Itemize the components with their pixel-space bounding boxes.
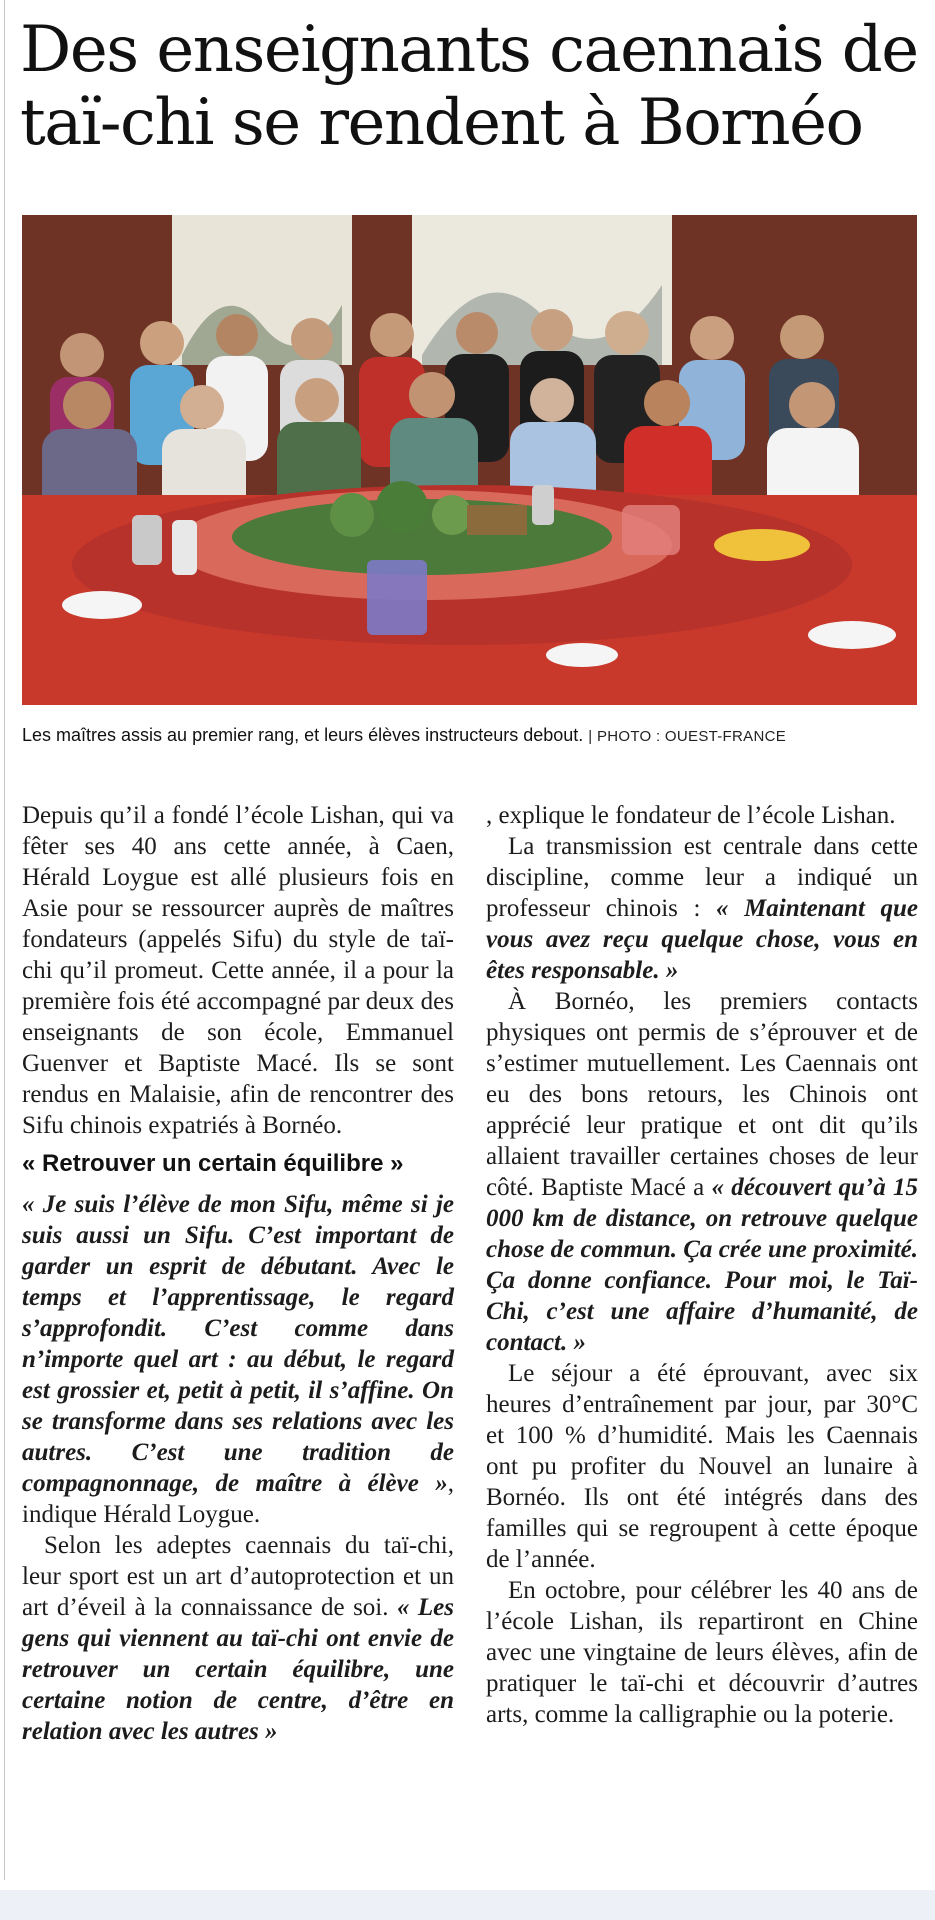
paragraph-intro: Depuis qu’il a fondé l’école Lishan, qui va fêter ses 40 ans cette année, à Caen, Hérald Loygue est allé plusieurs fois en Asie pour se ressourcer auprès de maîtres fondateurs (appelés Sifu) du style de taï-chi qu’il promeut. Cette année, il a pour la première fois été accompagné par deux des enseignants de son école, Emmanuel Guenver et Baptiste Macé. Ils se sont rendus en Malaisie, afin de rencontrer des Sifu chinois expatriés à Bornéo. bbox=[22, 802, 454, 1139]
article-column-left bbox=[22, 800, 454, 1747]
article-subheading: « Retrouver un certain équilibre » bbox=[22, 1150, 404, 1177]
adeptes-text: Selon les adeptes caennais du taï-chi, leur sport est un art d’autoprotection et un art d’éveil à la connaissance de soi. bbox=[22, 1532, 454, 1621]
paragraph-sejour: Le séjour a été éprouvant, avec six heures d’entraînement par jour, par 30°C et 100 % d’humidité. Mais les Caennais ont pu profiter du Nouvel an lunaire à Bornéo. Ils ont été intégrés dans des familles qui se regroupent à cette époque de l’année. bbox=[486, 1360, 918, 1573]
paragraph-octobre: En octobre, pour célébrer les 40 ans de l’école Lishan, ils repartiront en Chine avec une vingtaine de leurs élèves, afin de pratiquer le taï-chi et découvrir d’autres arts, comme la calligraphie ou la poterie. bbox=[486, 1577, 918, 1728]
sifu-quote: « Je suis l’élève de mon Sifu, même si je suis aussi un Sifu. C’est important de garder un esprit de débutant. Avec le temps et l’apprentissage, le regard s’approfondit. C’est comme dans n’importe quel art : au début, le regard est grossier et, petit à petit, il s’affine. On se transforme dans ses relations avec les autres. C’est une tradition de compagnonnage, de maître à élève » bbox=[22, 1191, 454, 1497]
article-column-right bbox=[486, 800, 918, 1730]
photo-credit: | PHOTO : OUEST-FRANCE bbox=[588, 728, 787, 745]
baptiste-quote: « découvert qu’à 15 000 km de distance, on retrouve quelque chose de commun. Ça crée une proximité. Ça donne confiance. Pour moi, le Taï-Chi, c’est une affaire d’humanité, de contact. » bbox=[486, 1174, 918, 1356]
group-photo bbox=[22, 215, 917, 705]
group-photo-illustration bbox=[22, 215, 917, 705]
paragraph-adeptes-end: , explique le fondateur de l’école Lishan. bbox=[486, 802, 896, 829]
equilibre-quote: « Les gens qui viennent au taï-chi ont envie de retrouver un certain équilibre, une certaine notion de centre, d’être en relation avec les autres » bbox=[22, 1594, 454, 1745]
paragraph-adeptes bbox=[22, 1530, 454, 1747]
transmission-text: La transmission est centrale dans cette discipline, comme leur a indiqué un professeur chinois : bbox=[486, 833, 918, 922]
paragraph-borneo bbox=[486, 986, 918, 1358]
caption-text: Les maîtres assis au premier rang, et leurs élèves instructeurs debout. bbox=[22, 725, 584, 745]
attribution: , indique Hérald Loygue. bbox=[22, 1470, 454, 1528]
paragraph-transmission bbox=[486, 831, 918, 986]
article-headline: Des enseignants caennais de taï-chi se rendent à Bornéo bbox=[20, 13, 918, 160]
page-bottom-band bbox=[0, 1890, 935, 1920]
borneo-text: À Bornéo, les premiers contacts physiques ont permis de s’éprouver et de s’estimer mutuellement. Les Caennais ont eu des bons retours, les Chinois ont apprécié leur pratique et ont dit qu’ils allaient travailler certaines choses de leur côté. Baptiste Macé a bbox=[486, 988, 918, 1201]
professeur-quote: « Maintenant que vous avez reçu quelque chose, vous en êtes responsable. » bbox=[486, 895, 919, 984]
photo-caption bbox=[22, 720, 902, 752]
paragraph-quote bbox=[22, 1189, 454, 1530]
page-margin-rule bbox=[4, 0, 5, 1880]
